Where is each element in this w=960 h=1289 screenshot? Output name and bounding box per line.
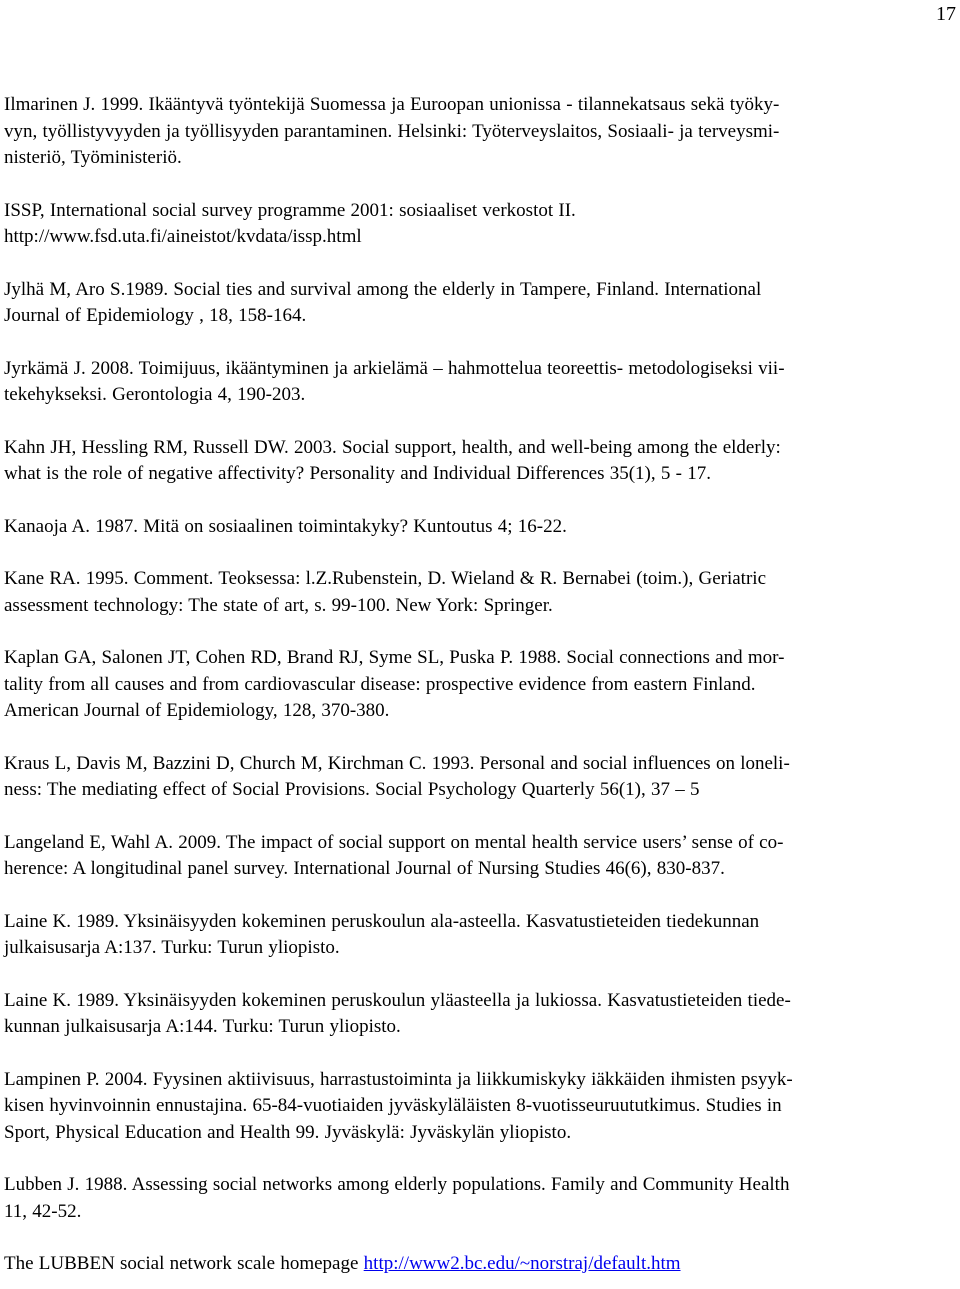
- reference-lampinen-2004: Lampinen P. 2004. Fyysinen aktiivisuus, harrastustoiminta ja liikkumiskyky iäkkäiden ihmisten psyyk- kisen hyvinvoinnin ennustajina. 65-84-vuotiaiden jyväskyläläisten 8-vuotisseuruututkimus. Studies in Sport, Physical Education and Health 99. Jyväskylä: Jyväskylän yliopisto.: [4, 1068, 793, 1143]
- reference-lubben-1988: Lubben J. 1988. Assessing social networks among elderly populations. Family and Community Health 11, 42-52.: [4, 1174, 790, 1222]
- reference-jyrkama-2008: Jyrkämä J. 2008. Toimijuus, ikääntyminen ja arkielämä – hahmottelua teoreettis- metodologiseksi vii- tekehykseksi. Gerontologia 4, 190-203.: [4, 357, 785, 405]
- reference-kanaoja-1987: Kanaoja A. 1987. Mitä on sosiaalinen toimintakyky? Kuntoutus 4; 16-22.: [4, 515, 567, 537]
- reference-kaplan-1988: Kaplan GA, Salonen JT, Cohen RD, Brand RJ, Syme SL, Puska P. 1988. Social connections and mor- tality from all causes and from cardiovascular disease: prospective evidence from eastern Finland. American Journal of Epidemiology, 128, 370-380.: [4, 647, 785, 721]
- reference-ilmarinen-1999: Ilmarinen J. 1999. Ikääntyvä työntekijä Suomessa ja Euroopan unionissa - tilannekatsaus sekä työky- vyn, työllistyvyyden ja työllisyyden parantaminen. Helsinki: Työterveyslaitos, Sosiaali- ja terveysmi- nisteriö, Työministeriö.: [4, 94, 780, 168]
- reference-langeland-2009: Langeland E, Wahl A. 2009. The impact of social support on mental health service users’ sense of co- herence: A longitudinal panel survey. International Journal of Nursing Studies 46(6), 830-837.: [4, 831, 784, 879]
- reference-kane-1995: Kane RA. 1995. Comment. Teoksessa: l.Z.Rubenstein, D. Wieland & R. Bernabei (toim.), Geriatric assessment technology: The state of art, s. 99-100. New York: Springer.: [4, 568, 767, 616]
- lubben-homepage-link[interactable]: http://www2.bc.edu/~norstraj/default.htm: [363, 1253, 681, 1274]
- reference-laine-1989-b: Laine K. 1989. Yksinäisyyden kokeminen peruskoulun yläasteella ja lukiossa. Kasvatustieteiden tiede- kunnan julkaisusarja A:144. Turku: Turun yliopisto.: [4, 989, 791, 1037]
- reference-lubben-homepage: [4, 1251, 944, 1278]
- reference-kraus-1993: Kraus L, Davis M, Bazzini D, Church M, Kirchman C. 1993. Personal and social influences on loneli- ness: The mediating effect of Social Provisions. Social Psychology Quarterly 56(1), 37 – 5: [4, 752, 790, 800]
- lubben-homepage-prefix: The LUBBEN social network scale homepage: [4, 1253, 364, 1274]
- page-number: 17: [936, 3, 956, 25]
- reference-list: [4, 92, 944, 1278]
- reference-kahn-2003: Kahn JH, Hessling RM, Russell DW. 2003. Social support, health, and well-being among the elderly: what is the role of negative affectivity? Personality and Individual Differences 35(1), 5 - 17.: [4, 436, 781, 484]
- reference-jylha-1989: Jylhä M, Aro S.1989. Social ties and survival among the elderly in Tampere, Finland. International Journal of Epidemiology , 18, 158-164.: [4, 278, 762, 326]
- reference-laine-1989-a: Laine K. 1989. Yksinäisyyden kokeminen peruskoulun ala-asteella. Kasvatustieteiden tiedekunnan julkaisusarja A:137. Turku: Turun yliopisto.: [4, 910, 760, 958]
- reference-issp-2001: ISSP, International social survey programme 2001: sosiaaliset verkostot II. http://www.fsd.uta.fi/aineistot/kvdata/issp.html: [4, 199, 576, 247]
